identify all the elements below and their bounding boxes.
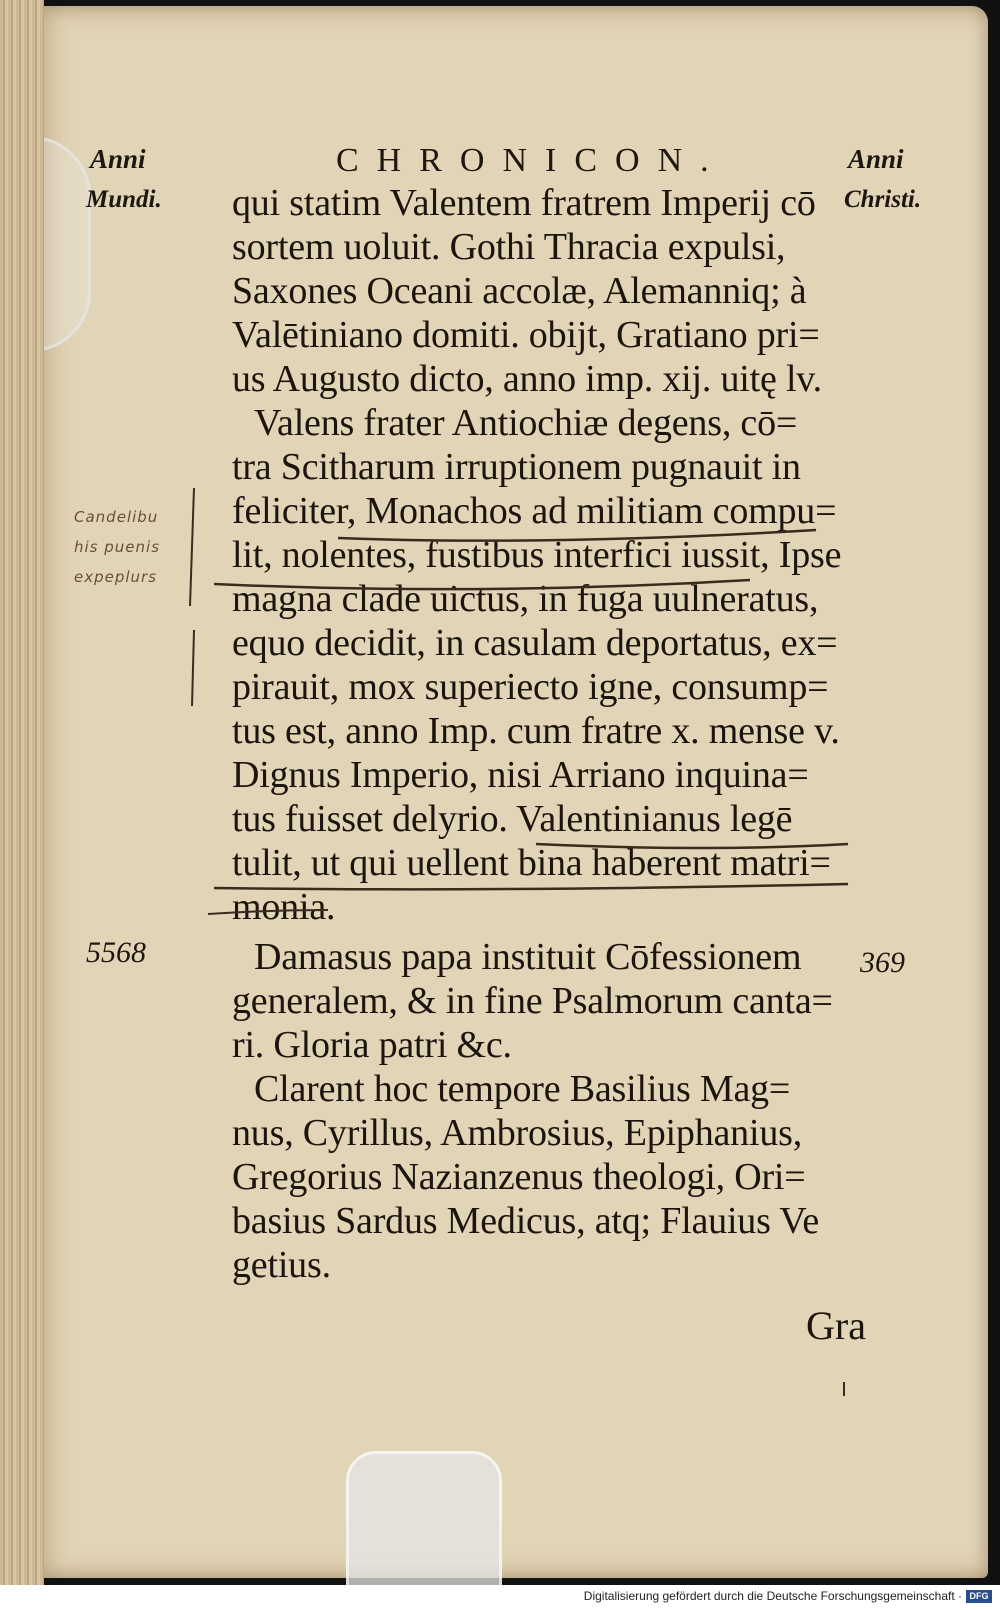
text-line: basius Sardus Medicus, atq; Flauius Ve xyxy=(232,1200,820,1242)
text-line: Valens frater Antiochiæ degens, cō= xyxy=(254,402,798,444)
header-left-top: Anni xyxy=(90,144,146,174)
year-christi: 369 xyxy=(860,946,905,979)
text-line: Clarent hoc tempore Basilius Mag= xyxy=(254,1068,791,1110)
text-line: tra Scitharum irruptionem pugnauit in xyxy=(232,446,801,488)
text-line: Gregorius Nazianzenus theologi, Ori= xyxy=(232,1156,806,1198)
text-line: lit, nolentes, fustibus interfici iussit, Ipse xyxy=(232,534,842,576)
book-page xyxy=(28,6,988,1578)
text-line: ri. Gloria patri &c. xyxy=(232,1024,512,1066)
text-line: feliciter, Monachos ad militiam compu= xyxy=(232,490,837,532)
text-line: generalem, & in fine Psalmorum canta= xyxy=(232,980,833,1022)
funding-credit: Digitalisierung gefördert durch die Deutsche Forschungsgemeinschaft · xyxy=(583,1589,962,1603)
text-line: Valētiniano domiti. obijt, Gratiano pri= xyxy=(232,314,820,356)
header-right-bottom: Christi. xyxy=(844,186,922,213)
footer-bar xyxy=(0,1585,1000,1610)
text-line: monia. xyxy=(232,886,336,928)
text-line: sortem uoluit. Gothi Thracia expulsi, xyxy=(232,226,786,268)
text-line: Damasus papa instituit Cōfessionem xyxy=(254,936,802,978)
ink-underlines xyxy=(28,6,988,1578)
dfg-logo: DFG xyxy=(966,1590,992,1603)
running-title: CHRONICON. xyxy=(336,142,727,179)
page-stack-edges xyxy=(0,0,44,1585)
text-line: Dignus Imperio, nisi Arriano inquina= xyxy=(232,754,809,796)
text-line: tulit, ut qui uellent bina haberent matri= xyxy=(232,842,831,884)
text-line: tus fuisset delyrio. Valentinianus legē xyxy=(232,798,793,840)
year-mundi: 5568 xyxy=(86,936,146,969)
handwritten-note-line: his puenis xyxy=(74,538,161,556)
header-left-bottom: Mundi. xyxy=(86,186,162,213)
handwritten-note-line: expeplurs xyxy=(74,568,158,586)
catchword: Gra xyxy=(806,1303,866,1348)
text-line: magna clade uictus, in fuga uulneratus, xyxy=(232,578,819,620)
handwritten-note-line: Candelibu xyxy=(74,508,159,526)
text-line: tus est, anno Imp. cum fratre x. mense v. xyxy=(232,710,840,752)
text-line: pirauit, mox superiecto igne, consump= xyxy=(232,666,829,708)
text-line: Saxones Oceani accolæ, Alemanniq; à xyxy=(232,270,807,312)
text-line: getius. xyxy=(232,1244,331,1286)
header-right-top: Anni xyxy=(848,144,904,174)
text-line: qui statim Valentem fratrem Imperij cō xyxy=(232,182,816,224)
text-line: us Augusto dicto, anno imp. xij. uitę lv. xyxy=(232,358,822,400)
text-line: nus, Cyrillus, Ambrosius, Epiphanius, xyxy=(232,1112,803,1154)
text-line: equo decidit, in casulam deportatus, ex= xyxy=(232,622,838,664)
